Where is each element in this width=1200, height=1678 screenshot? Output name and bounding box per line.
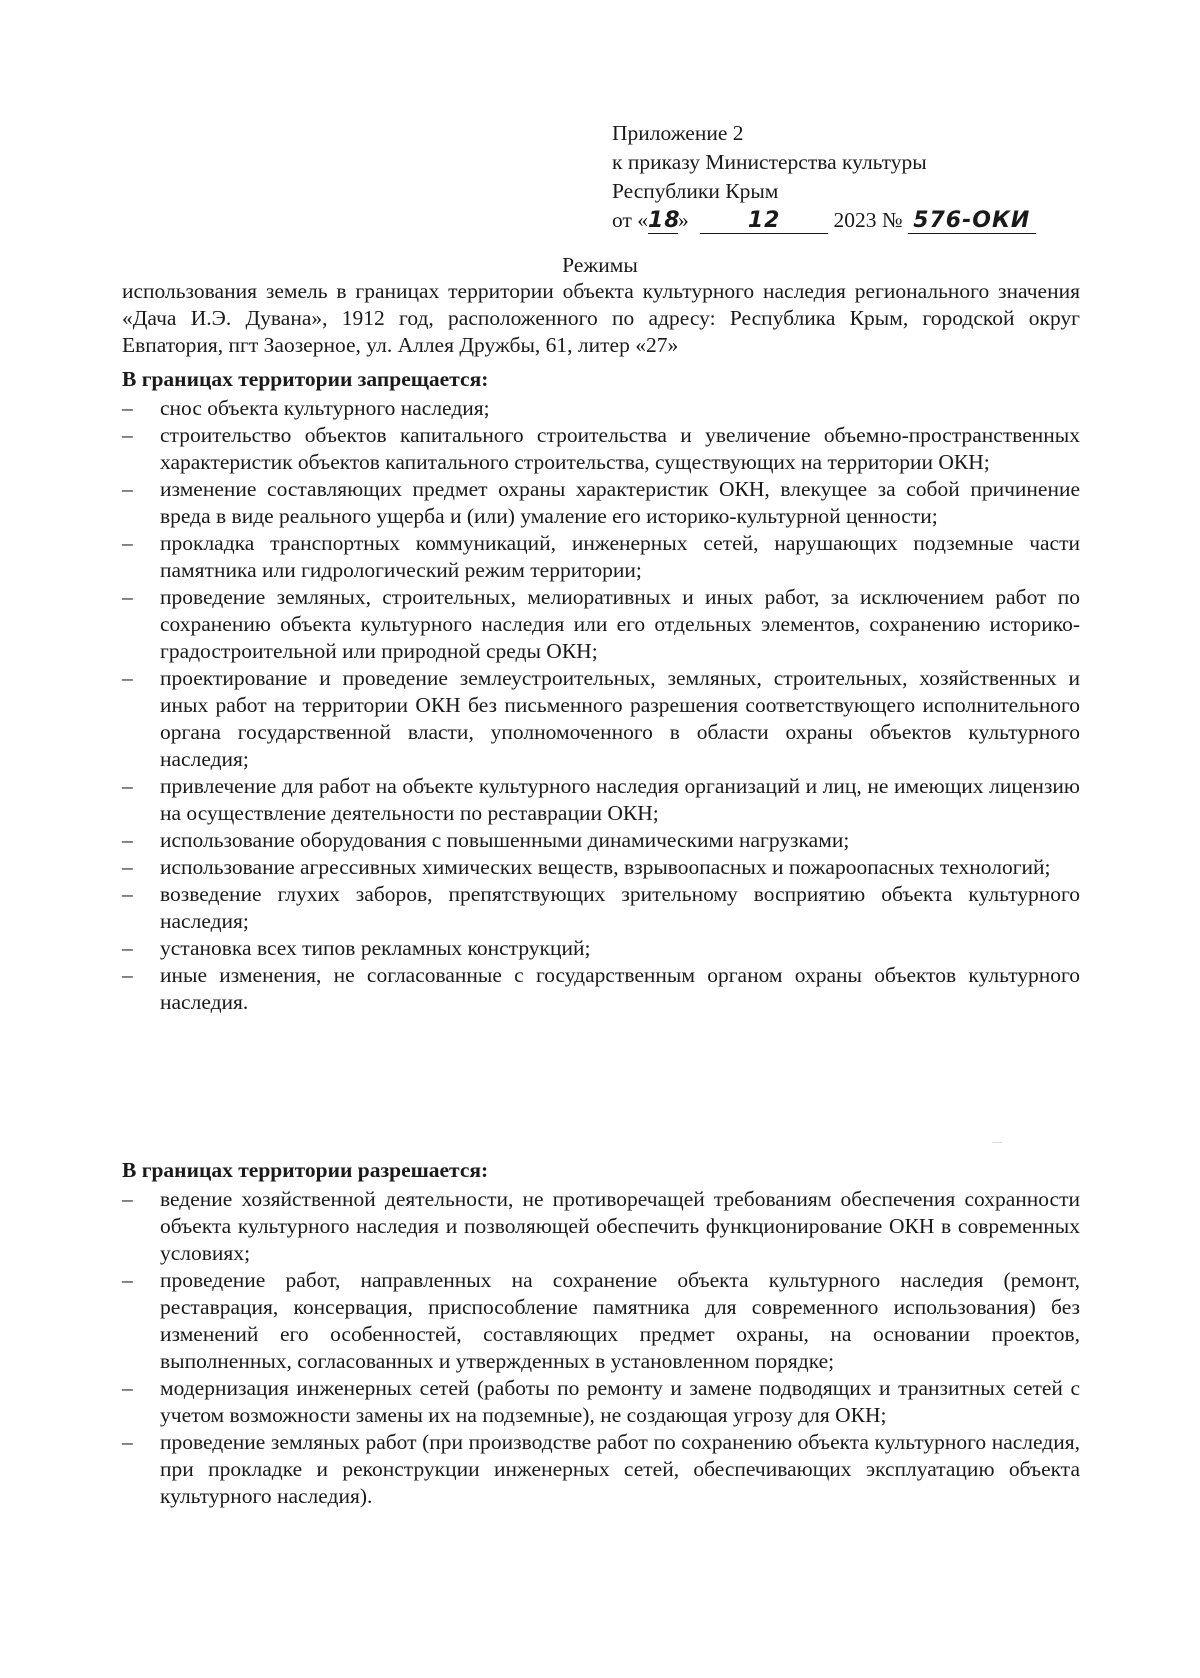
scan-artifact — [992, 1142, 1002, 1143]
list-item-text: привлечение для работ на объекте культурного наследия организаций и лиц, не имеющих лицензию на осуществление деятельности по реставрации ОКН; — [160, 774, 1080, 825]
list-item-text: проведение земляных, строительных, мелиоративных и иных работ, за исключением работ по сохранению объекта культурного наследия или его отдельных элементов, сохранению историко-градостроительной или природной среды ОКН; — [160, 585, 1080, 663]
prohibited-heading: В границах территории запрещается: — [122, 367, 489, 391]
list-item-text: снос объекта культурного наследия; — [160, 396, 490, 420]
appendix-line-3: Республики Крым — [612, 179, 779, 203]
list-dash: – — [122, 396, 133, 420]
list-item-text: изменение составляющих предмет охраны характеристик ОКН, влекущее за собой причинение вреда в виде реального ущерба и (или) умаление его историко-культурной ценности; — [160, 477, 1080, 528]
list-dash: – — [122, 963, 133, 987]
list-item-text: установка всех типов рекламных конструкций; — [160, 936, 591, 960]
list-dash: – — [122, 855, 133, 879]
list-dash: – — [122, 531, 133, 555]
list-dash: – — [122, 828, 133, 852]
prohibited-list-item — [122, 530, 1080, 584]
permitted-list — [122, 1186, 1080, 1510]
list-item-text: использование агрессивных химических веществ, взрывоопасных и пожароопасных технологий; — [160, 855, 1051, 879]
list-item-text: модернизация инженерных сетей (работы по ремонту и замене подводящих и транзитных сетей с учетом возможности замены их на подземные), не создающая угрозу для ОКН; — [160, 1376, 1080, 1427]
prohibited-list-item — [122, 476, 1080, 530]
prohibited-list-item — [122, 422, 1080, 476]
list-item-text: использование оборудования с повышенными динамическими нагрузками; — [160, 828, 850, 852]
appendix-header — [612, 119, 1112, 235]
prohibited-list-item — [122, 773, 1080, 827]
list-dash: – — [122, 1376, 133, 1400]
permitted-heading: В границах территории разрешается: — [122, 1158, 489, 1182]
prohibited-list-item — [122, 827, 1080, 854]
order-number-handwritten: 576-ОКИ — [908, 209, 1036, 234]
permitted-list-item — [122, 1429, 1080, 1510]
prohibited-list-item — [122, 854, 1080, 881]
list-dash: – — [122, 1430, 133, 1454]
list-dash: – — [122, 423, 133, 447]
list-item-text: строительство объектов капитального строительства и увеличение объемно-пространственных характеристик объектов капитального строительства, существующих на территории ОКН; — [160, 423, 1080, 474]
list-item-text: прокладка транспортных коммуникаций, инженерных сетей, нарушающих подземные части памятника или гидрологический режим территории; — [160, 531, 1080, 582]
permitted-section — [122, 1157, 1080, 1510]
list-dash: – — [122, 666, 133, 690]
document-subtitle: использования земель в границах территории объекта культурного наследия регионального значения «Дача И.Э. Дувана», 1912 год, расположенного по адресу: Республика Крым, городской округ Евпатория, пгт Заозерное, ул. Аллея Дружбы, 61, литер «27» — [122, 279, 1080, 357]
order-year-label: 2023 № — [833, 208, 903, 232]
list-item-text: возведение глухих заборов, препятствующих зрительному восприятию объекта культурного наследия; — [160, 882, 1080, 933]
prohibited-list-item — [122, 935, 1080, 962]
list-dash: – — [122, 477, 133, 501]
list-item-text: проведение работ, направленных на сохранение объекта культурного наследия (ремонт, реставрация, консервация, приспособление памятника для современного использования) без изменений его особенностей, составляющих предмет охраны, на основании проектов, выполненных, согласованных и утвержденных в установленном порядке; — [160, 1268, 1080, 1373]
permitted-list-item — [122, 1267, 1080, 1375]
list-item-text: проектирование и проведение землеустроительных, земляных, строительных, хозяйственных и иных работ на территории ОКН без письменного разрешения соответствующего исполнительного органа государственной власти, уполномоченного в области охраны объектов культурного наследия; — [160, 666, 1080, 771]
prohibited-list-item — [122, 665, 1080, 773]
order-day-handwritten: 18 — [648, 208, 681, 233]
appendix-line-1: Приложение 2 — [612, 121, 744, 145]
list-dash: – — [122, 882, 133, 906]
list-dash: – — [122, 1187, 133, 1211]
list-dash: – — [122, 774, 133, 798]
prohibited-list-item — [122, 881, 1080, 935]
list-dash: – — [122, 585, 133, 609]
permitted-list-item — [122, 1186, 1080, 1267]
list-dash: – — [122, 1268, 133, 1292]
prohibited-section — [122, 366, 1080, 1016]
date-mid: » — [678, 208, 689, 232]
permitted-list-item — [122, 1375, 1080, 1429]
prohibited-list — [122, 395, 1080, 1016]
prohibited-list-item — [122, 584, 1080, 665]
list-dash: – — [122, 936, 133, 960]
date-prefix: от « — [612, 208, 648, 232]
document-title: Режимы — [562, 253, 638, 277]
prohibited-list-item — [122, 962, 1080, 1016]
order-month-handwritten: 12 — [700, 209, 828, 234]
list-item-text: ведение хозяйственной деятельности, не противоречащей требованиям обеспечения сохранности объекта культурного наследия и позволяющей обеспечить функционирование ОКН в современных условиях; — [160, 1187, 1080, 1265]
list-item-text: иные изменения, не согласованные с государственным органом охраны объектов культурного наследия. — [160, 963, 1080, 1014]
prohibited-list-item — [122, 395, 1080, 422]
order-date-line — [612, 206, 1112, 235]
list-item-text: проведение земляных работ (при производстве работ по сохранению объекта культурного наследия, при прокладке и реконструкции инженерных сетей, обеспечивающих эксплуатацию объекта культурного наследия). — [160, 1430, 1080, 1508]
appendix-line-2: к приказу Министерства культуры — [612, 150, 927, 174]
